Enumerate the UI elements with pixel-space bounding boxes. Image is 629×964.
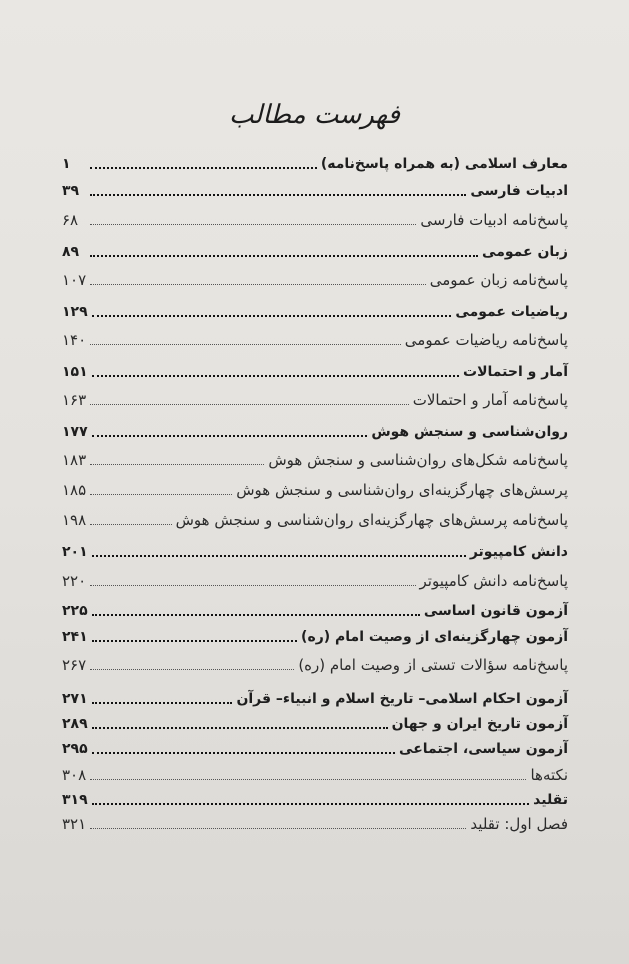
dot-leader	[90, 585, 415, 586]
dot-leader	[90, 255, 478, 257]
toc-entry-title: آزمون سیاسی، اجتماعی	[399, 741, 568, 757]
toc-entry[interactable]	[62, 208, 568, 230]
toc-entry-page-number: ۲۴۱	[62, 629, 88, 645]
toc-entry[interactable]	[62, 152, 568, 174]
toc-entry-title: آزمون چهارگزینه‌ای از وصیت امام (ره)	[301, 629, 568, 645]
toc-entry-page-number: ۱۴۰	[62, 331, 87, 349]
toc-entry-title: پاسخ‌نامه سؤالات تستی از وصیت امام (ره)	[298, 656, 568, 674]
dot-leader	[90, 167, 317, 169]
toc-entry[interactable]	[62, 240, 568, 262]
toc-entry-title: تقلید	[533, 792, 568, 808]
toc-entry-title: پاسخ‌نامه پرسش‌های چهارگزینه‌ای روان‌شناسی و سنجش هوش	[175, 511, 568, 529]
toc-entry-page-number: ۲۰۱	[62, 544, 88, 560]
toc-entry-title: پاسخ‌نامه ادبیات فارسی	[420, 211, 568, 229]
dot-leader	[92, 375, 459, 377]
toc-entry-page-number: ۱۶۳	[62, 391, 87, 409]
toc-entry[interactable]	[62, 763, 568, 785]
toc-entry[interactable]	[62, 360, 568, 382]
toc-entry-title: پاسخ‌نامه شکل‌های روان‌شناسی و سنجش هوش	[268, 451, 568, 469]
dot-leader	[90, 828, 466, 829]
toc-entry-page-number: ۳۹	[62, 183, 80, 199]
toc-entry-title: ریاضیات عمومی	[455, 304, 568, 320]
dot-leader	[92, 614, 420, 616]
toc-entry-page-number: ۸۹	[62, 244, 80, 260]
toc-entry[interactable]	[62, 569, 568, 591]
dot-leader	[90, 404, 409, 405]
dot-leader	[90, 344, 401, 345]
toc-entry[interactable]	[62, 328, 568, 350]
toc-entry[interactable]	[62, 653, 568, 675]
toc-entry-page-number: ۲۸۹	[62, 716, 88, 732]
toc-entry-page-number: ۱۰۷	[62, 271, 87, 289]
toc-entry-page-number: ۲۲۵	[62, 603, 88, 619]
toc-entry[interactable]	[62, 420, 568, 442]
toc-entry[interactable]	[62, 687, 568, 709]
toc-entry-page-number: ۲۶۷	[62, 656, 87, 674]
toc-entry[interactable]	[62, 508, 568, 530]
dot-leader	[92, 555, 466, 557]
toc-entry[interactable]	[62, 268, 568, 290]
dot-leader	[90, 224, 416, 225]
toc-entry-title: آزمون احکام اسلامی– تاریخ اسلام و انبیاء– قرآن	[236, 691, 568, 707]
dot-leader	[92, 803, 530, 805]
toc-entry-page-number: ۱۹۸	[62, 511, 87, 529]
toc-entry-title: پاسخ‌نامه دانش کامپیوتر	[419, 572, 568, 590]
dot-leader	[90, 779, 526, 780]
toc-entry-page-number: ۱	[62, 156, 71, 172]
toc-entry-page-number: ۱۸۵	[62, 481, 87, 499]
toc-entry[interactable]	[62, 540, 568, 562]
dot-leader	[92, 702, 233, 704]
dot-leader	[92, 315, 452, 317]
dot-leader	[90, 669, 294, 670]
toc-entry[interactable]	[62, 300, 568, 322]
toc-entry-title: زبان عمومی	[482, 244, 568, 260]
toc-entry-page-number: ۳۱۹	[62, 792, 88, 808]
toc-entry-page-number: ۱۸۳	[62, 451, 87, 469]
toc-entry-page-number: ۱۲۹	[62, 304, 88, 320]
dot-leader	[90, 464, 264, 465]
toc-entry-title: روان‌شناسی و سنجش هوش	[371, 424, 568, 440]
toc-entry-page-number: ۲۷۱	[62, 691, 88, 707]
toc-entry[interactable]	[62, 478, 568, 500]
toc-entry-page-number: ۲۹۵	[62, 741, 88, 757]
toc-entry-title: معارف اسلامی (به همراه پاسخ‌نامه)	[320, 156, 568, 172]
toc-entry-title: پاسخ‌نامه آمار و احتمالات	[412, 391, 568, 409]
toc-entry-page-number: ۱۵۱	[62, 364, 88, 380]
page-title: فهرست مطالب	[229, 100, 400, 130]
toc-entry-title: دانش کامپیوتر	[469, 544, 568, 560]
toc-entry-title: آزمون تاریخ ایران و جهان	[391, 716, 568, 732]
dot-leader	[90, 284, 426, 285]
toc-entry[interactable]	[62, 179, 568, 201]
toc-entry[interactable]	[62, 448, 568, 470]
toc-entry[interactable]	[62, 737, 568, 759]
dot-leader	[90, 194, 466, 196]
dot-leader	[90, 524, 171, 525]
toc-entry-title: پرسش‌های چهارگزینه‌ای روان‌شناسی و سنجش هوش	[236, 481, 568, 499]
toc-entry-page-number: ۶۸	[62, 211, 79, 229]
toc-entry-title: پاسخ‌نامه ریاضیات عمومی	[404, 331, 568, 349]
toc-entry[interactable]	[62, 812, 568, 834]
toc-entry-title: فصل اول: تقلید	[470, 815, 568, 833]
toc-entry-page-number: ۳۰۸	[62, 766, 87, 784]
dot-leader	[92, 727, 388, 729]
toc-entry-page-number: ۱۷۷	[62, 424, 88, 440]
dot-leader	[90, 494, 232, 495]
toc-entry[interactable]	[62, 712, 568, 734]
toc-entry[interactable]	[62, 599, 568, 621]
dot-leader	[92, 640, 297, 642]
dot-leader	[92, 752, 395, 754]
toc-entry-page-number: ۳۲۱	[62, 815, 87, 833]
toc-entry-title: آمار و احتمالات	[463, 364, 568, 380]
toc-entry-title: آزمون قانون اساسی	[423, 603, 568, 619]
toc-entry-title: نکته‌ها	[530, 766, 568, 784]
toc-entry-title: پاسخ‌نامه زبان عمومی	[429, 271, 568, 289]
toc-entry[interactable]	[62, 625, 568, 647]
dot-leader	[92, 435, 368, 437]
toc-entry-page-number: ۲۲۰	[62, 572, 87, 590]
toc-entry-title: ادبیات فارسی	[470, 183, 568, 199]
toc-entry[interactable]	[62, 388, 568, 410]
toc-entry[interactable]	[62, 788, 568, 810]
